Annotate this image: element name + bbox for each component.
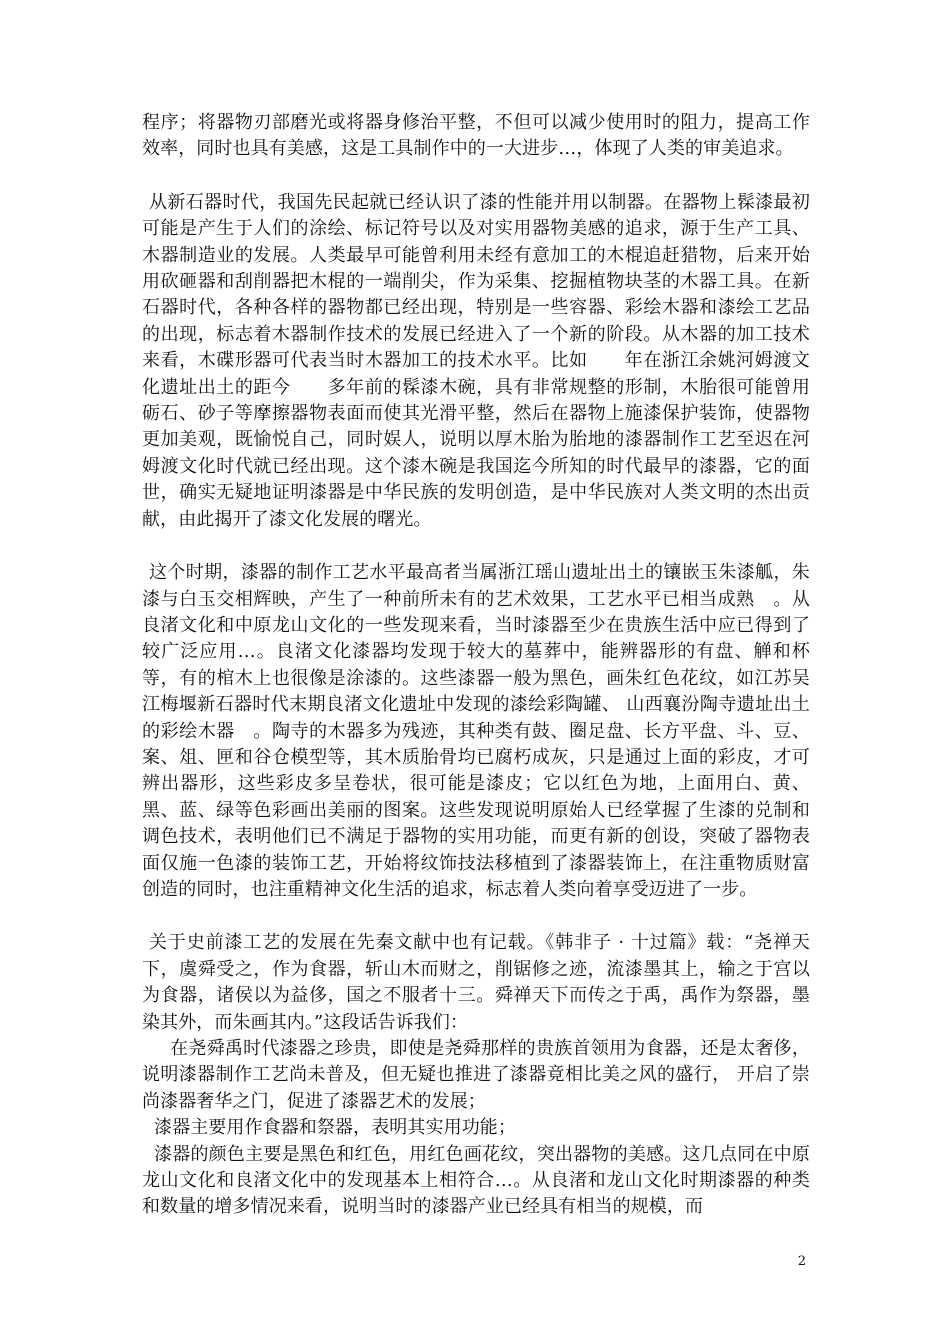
paragraph-tool-progress: 程序；将器物刃部磨光或将器身修治平整，不但可以减少使用时的阻力，提高工作效率，同时也具有美感，这是工具制作中的一大进步…，体现了人类的审美追求。 [142, 112, 810, 160]
paragraph-point-three: 漆器的颜色主要是黑色和红色，用红色画花纹，突出器物的美感。这几点同在中原龙山文化和良渚文化中的发现基本上相符合…。从良渚和龙山文化时期漆器的种类和数量的增多情况来看，说明当时的漆器产业已经具有相当的规模，而 [142, 1143, 810, 1218]
paragraph-point-two: 漆器主要用作食器和祭器，表明其实用功能； [154, 1117, 516, 1139]
document-page [142, 110, 810, 1221]
paragraph-gap [142, 533, 810, 560]
paragraph-pre-qin-records: 关于史前漆工艺的发展在先秦文献中也有记载。《韩非子 · 十过篇》载：“尧禅天下，虞舜受之，作为食器，斩山木而财之，削锯修之迹，流漆墨其上，输之于宫以为食器，诸侯以为益侈，国之不服者十三。舜禅天下而传之于禹，禹作为祭器，墨染其外，而朱画其内。”这段话告诉我们： [142, 932, 810, 1033]
page-number: 2 [797, 1254, 806, 1269]
paragraph-gap [142, 163, 810, 190]
paragraph-neolithic-lacquer: 从新石器时代，我国先民起就已经认识了漆的性能并用以制器。在器物上髹漆最初可能是产生于人们的涂绘、标记符号以及对实用器物美感的追求，源于生产工具、木器制造业的发展。人类最早可能曾利用未经有意加工的木棍追赶猎物，后来开始用砍砸器和刮削器把木棍的一端削尖，作为采集、挖掘植物块茎的木器工具。在新石器时代，各种各样的器物都已经出现，特别是一些容器、彩绘木器和漆绘工艺品的出现，标志着木器制作技术的发展已经进入了一个新的阶段。从木器的加工技术来看，木碟形器可代表当时木器加工的技术水平。比如 年在浙江余姚河姆渡文化遗址出土的距今 多年前的髹漆木碗，具有非常规整的形制，木胎很可能曾用砺石、砂子等摩擦器物表面而使其光滑平整，然后在器物上施漆保护装饰，使器物更加美观，既愉悦自己，同时娱人，说明以厚木胎为胎地的漆器制作工艺至迟在河姆渡文化时代就已经出现。这个漆木碗是我国迄今所知的时代最早的漆器，它的面世，确实无疑地证明漆器是中华民族的发明创造，是中华民族对人类文明的杰出贡献，由此揭开了漆文化发展的曙光。 [142, 191, 810, 530]
paragraph-lacquer-craft-level: 这个时期，漆器的制作工艺水平最高者当属浙江瑶山遗址出土的镶嵌玉朱漆觚，朱漆与白玉交相辉映，产生了一种前所未有的艺术效果，工艺水平已相当成熟 。从良渚文化和中原龙山文化的一些发现来看，当时漆器至少在贵族生活中应已得到了较广泛应用…。良渚文化漆器均发现于较大的墓葬中，能辨器形的有盘、觯和杯等，有的棺木上也很像是涂漆的。这些漆器一般为黑色，画朱红色花纹，如江苏吴江梅堰新石器时代末期良渚文化遗址中发现的漆绘彩陶罐、 山西襄汾陶寺遗址出土的彩绘木器 。陶寺的木器多为残迹，其种类有鼓、圈足盘、长方平盘、斗、豆、案、俎、匣和谷仓模型等，其木质胎骨均已腐朽成灰，只是通过上面的彩皮，才可辨出器形，这些彩皮多呈卷状，很可能是漆皮；它以红色为地，上面用白、黄、黑、蓝、绿等色彩画出美丽的图案。这些发现说明原始人已经掌握了生漆的兑制和调色技术，表明他们已不满足于器物的实用功能，而更有新的创设，突破了器物表面仅施一色漆的装饰工艺，开始将纹饰技法移植到了漆器装饰上，在注重物质财富创造的同时，也注重精神文化生活的追求，标志着人类向着享受迈进了一步。 [142, 562, 810, 900]
paragraph-gap [142, 903, 810, 930]
paragraph-point-one: 在尧舜禹时代漆器之珍贵，即使是尧舜那样的贵族首领用为食器，还是太奢侈，说明漆器制作工艺尚未普及，但无疑也推进了漆器竟相比美之风的盛行， 开启了崇尚漆器奢华之门，促进了漆器艺术的发展； [142, 1038, 810, 1112]
